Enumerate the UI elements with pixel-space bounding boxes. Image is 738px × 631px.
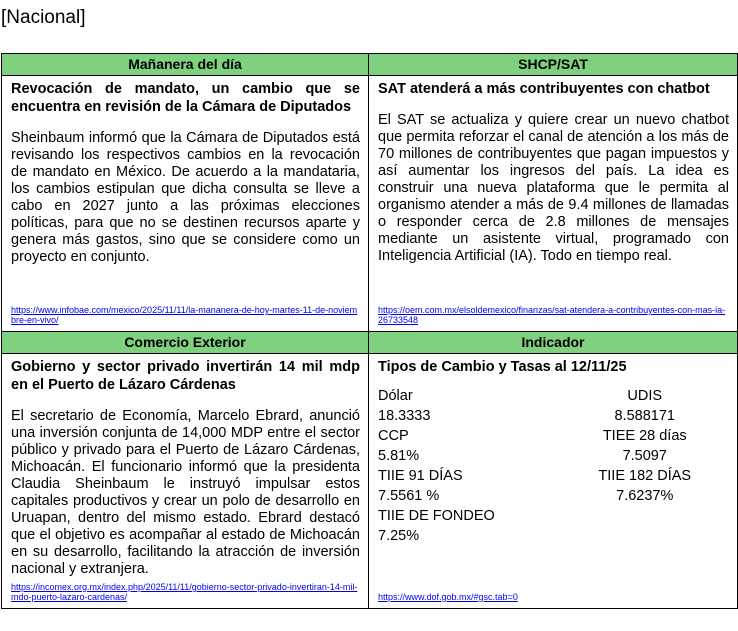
- indicator-value: 18.3333: [378, 408, 431, 424]
- indicator-value: 7.25%: [378, 528, 420, 544]
- cell-mananera: [2, 76, 369, 332]
- body-comercio: El secretario de Economía, Marcelo Ebrard, anunció una inversión conjunta de 14,000 MDP entre el sector público y privado para el Puerto de Lázaro Cárdenas, Michoacán. El funcionario informó que la presidenta Claudia Sheinbaum le instruyó impulsar estos capitales productivos y crear un polo de desarrollo en Uruapan, dentro del mismo estado. Ebrard destacó que el objetivo es acompañar al estado de Michoacán en su desarrollo, facilitando la atracción de inversión nacional y extranjera.: [11, 408, 360, 577]
- header-comercio: Comercio Exterior: [2, 332, 369, 354]
- indicator-label: TIIE 91 DÍAS: [378, 468, 463, 484]
- link-shcp-sat[interactable]: https://oem.com.mx/elsoldemexico/finanzas/sat-atendera-a-contribuyentes-con-mas-ia-26733548: [378, 305, 726, 325]
- headline-mananera: Revocación de mandato, un cambio que se encuentra en revisión de la Cámara de Diputados: [11, 81, 360, 115]
- indicator-label: TIEE 28 días: [602, 428, 687, 444]
- indicator-value: 8.588171: [614, 408, 675, 424]
- header-indicador: Indicador: [369, 332, 738, 354]
- cell-comercio: [2, 354, 369, 609]
- body-mananera: Sheinbaum informó que la Cámara de Diputados está revisando los respectivos cambios en la revocación de mandato en México. De acuerdo a la mandataria, los cambios estipulan que dicha consulta se lleve a cabo en 2027 junto a las próximas elecciones políticas, para que no se destinen recursos aparte y genera más gastos, sino que se considere como un proyecto en conjunto.: [11, 130, 360, 265]
- link-indicador[interactable]: https://www.dof.gob.mx/#gsc.tab=0: [378, 592, 518, 602]
- link-mananera[interactable]: https://www.infobae.com/mexico/2025/11/11/la-mananera-de-hoy-martes-11-de-noviembre-en-vivo/: [11, 305, 358, 325]
- header-shcp-sat: SHCP/SAT: [369, 54, 738, 76]
- body-shcp-sat: El SAT se actualiza y quiere crear un nuevo chatbot que permita reforzar el canal de atención a los más de 70 millones de contribuyentes que pagan impuestos y así aumentar los ingresos del país. La idea es construir una nueva plataforma que le permita al organismo atender a más de 9.4 millones de llamadas o responder cerca de 2.8 millones de mensajes mediante un asistente virtual, programado con Inteligencia Artificial (IA). Todo en tiempo real.: [378, 112, 729, 264]
- indicator-label: UDIS: [627, 388, 663, 404]
- indicator-value: 7.5097: [622, 448, 667, 464]
- cell-shcp-sat: [369, 76, 738, 332]
- indicator-label: CCP: [378, 428, 409, 444]
- indicator-label: Dólar: [378, 388, 413, 404]
- headline-indicador: Tipos de Cambio y Tasas al 12/11/25: [378, 359, 627, 375]
- indicator-value: 7.5561 %: [378, 488, 440, 504]
- section-title: [Nacional]: [1, 7, 86, 28]
- indicator-value: 5.81%: [378, 448, 420, 464]
- indicator-label: [561, 506, 729, 526]
- indicator-value: [561, 526, 729, 546]
- headline-shcp-sat: SAT atenderá a más contribuyentes con chatbot: [378, 81, 710, 97]
- indicator-label: TIIE DE FONDEO: [378, 508, 495, 524]
- indicator-label: TIIE 182 DÍAS: [598, 468, 692, 484]
- headline-comercio: Gobierno y sector privado invertirán 14 mil mdp en el Puerto de Lázaro Cárdenas: [11, 359, 360, 393]
- news-grid: [1, 53, 738, 609]
- indicator-table: [378, 386, 729, 546]
- indicator-value: 7.6237%: [616, 488, 674, 504]
- header-mananera: Mañanera del día: [2, 54, 369, 76]
- cell-indicador: [369, 354, 738, 609]
- link-comercio[interactable]: https://incomex.org.mx/index.php/2025/11/11/gobierno-sector-privado-invertiran-14-mil-mdo-puerto-lazaro-cardenas/: [11, 582, 358, 602]
